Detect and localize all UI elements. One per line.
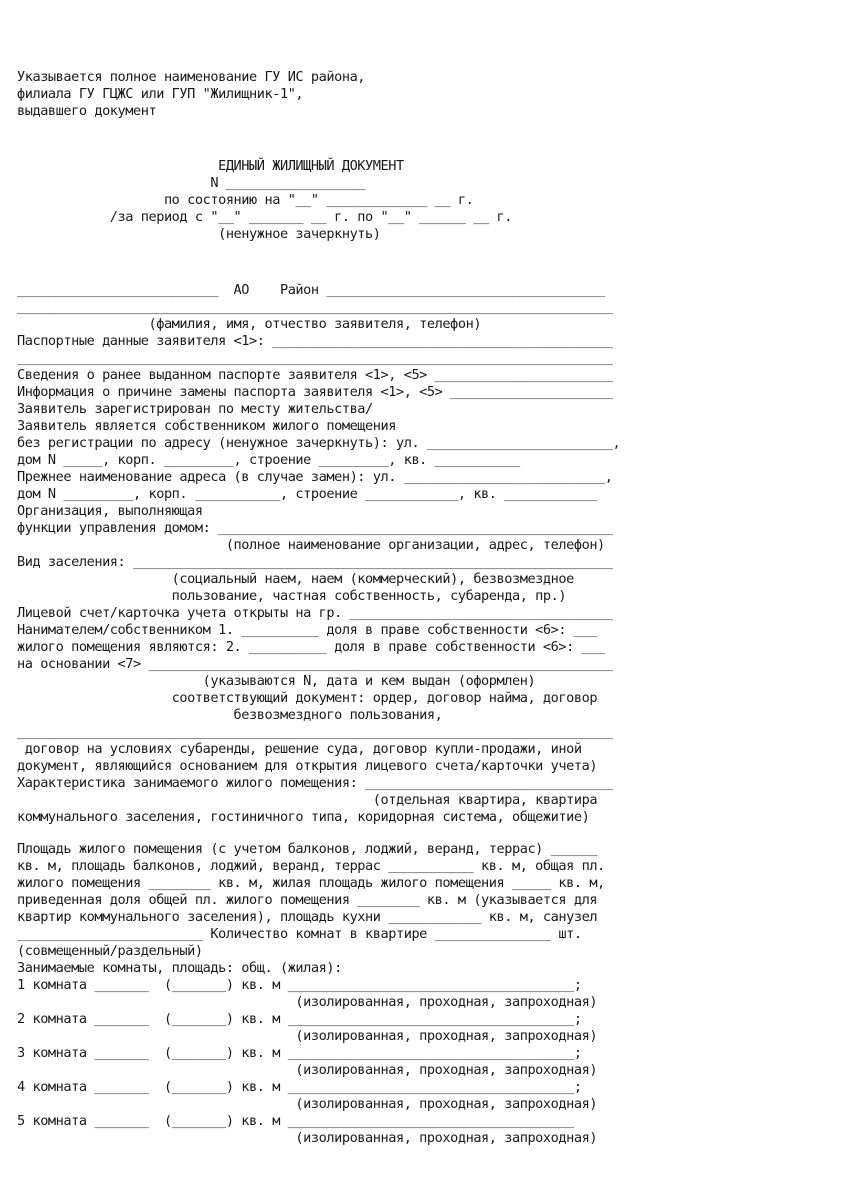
applicant-info-block: __________________________ АО Район ____________________________________ _____________________________________________________________________________ (фамилия, имя, отчество заявителя, телефон) Паспортные данные заявителя <1>: ____________________________________________ _____________________________________________________________________________ Сведения о ранее выданном паспорте заявителя <1>, <5> _______________________ Информация о причине замены паспорта заявителя <1>, <5> _____________________ Заявитель зарегистрирован по месту жительства/ Заявитель является собственником жилого помещения без регистрации по адресу (ненужное зачеркнуть): ул. ________________________, дом N _____, корп. _________, строение _________, кв. ___________ Прежнее наименование адреса (в случае замен): ул. __________________________, дом N _________, корп. ___________, строение ____________, кв. ____________ Организация, выполняющая функции управления домом: ___________________________________________________ (полное наименование организации, адрес, телефон) Вид заселения: ______________________________________________________________ (социальный наем, наем (коммерческий), безвозмездное пользование, частная собственность, субаренда, пр.) Лицевой счет/карточка учета открыты на гр. __________________________________ Нанимателем/собственником 1. __________ доля в праве собственности <6>: ___ жилого помещения являются: 2. __________ доля в праве собственности <6>: ___ на основании <7> ____________________________________________________________ (указываются N, дата и кем выдан (оформлен) соответствующий документ: ордер, договор найма, договор безвозмездного пользования, _____________________________________________________________________________ договор на условиях субаренды, решение суда, договор купли-продажи, иной документ, являющийся основанием для открытия лицевого счета/карточки учета) Характеристика занимаемого жилого помещения: ________________________________ (отдельная квартира, квартира коммунального заселения, гостиничного типа, коридорная система, общежитие) [17, 282, 621, 825]
document-title-block: ЕДИНЫЙ ЖИЛИЩНЫЙ ДОКУМЕНТ N __________________ по состоянию на "__" _____________ __ г. /за период с "__" _______ __ г. по "__" ______ __ г. (ненужное зачеркнуть) [109, 158, 512, 242]
living-area-block: Площадь жилого помещения (с учетом балконов, лоджий, веранд, террас) ______ кв. м, площадь балконов, лоджий, веранд, террас ___________ кв. м, общая пл. жилого помещения ________ кв. м, жилая площадь жилого помещения _____ кв. м, приведенная доля общей пл. жилого помещения ________ кв. м (указывается для квартир коммунального заселения), площадь кухни ____________ кв. м, санузел ________________________ Количество комнат в квартире _______________ шт. (совмещенный/раздельный) Занимаемые комнаты, площадь: общ. (жилая): 1 комната _______ (_______) кв. м _____________________________________; (изолированная, проходная, запроходная) 2 комната _______ (_______) кв. м _____________________________________; (изолированная, проходная, запроходная) 3 комната _______ (_______) кв. м _____________________________________; (изолированная, проходная, запроходная) 4 комната _______ (_______) кв. м _____________________________________; (изолированная, проходная, запроходная) 5 комната _______ (_______) кв. м _____________________________________ (изолированная, проходная, запроходная) [17, 841, 605, 1146]
issuer-note: Указывается полное наименование ГУ ИС района, филиала ГУ ГЦЖС или ГУП "Жилищник-1", выдавшего документ [17, 69, 366, 119]
